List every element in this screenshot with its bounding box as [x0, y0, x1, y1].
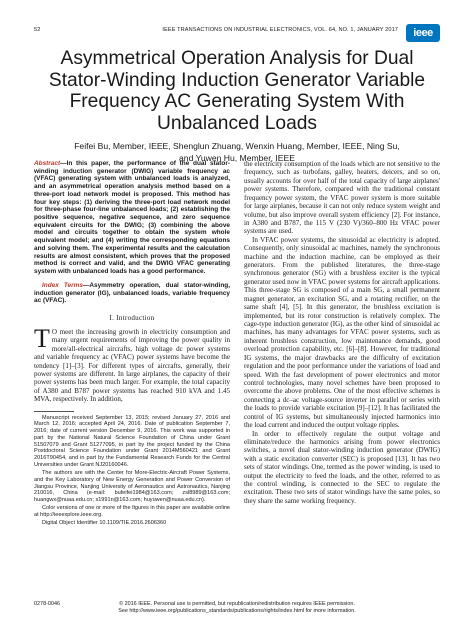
- issn-id: 0278-0046: [34, 601, 61, 607]
- footnote-color-versions: Color versions of one or more of the figures in this paper are available online at http://ieeexplore.ieee.org.: [34, 505, 230, 519]
- ieee-logo: ieee: [406, 24, 440, 42]
- introduction-paragraph: [34, 323, 230, 404]
- journal-header: IEEE TRANSACTIONS ON INDUSTRIAL ELECTRONICS, VOL. 64, NO. 1, JANUARY 2017: [162, 27, 398, 33]
- right-column: [244, 160, 440, 505]
- body-paragraph: In order to effectively regulate the output voltage and eliminate/reduce the harmonics arising from power electronics switches, a novel dual stator-winding induction generator (DWIG) with a static excitation converter (SEC) is proposed [13]. It has two sets of stator windings. One, termed as the power winding, is used to output the electricity to feed the loads, and the other, referred to as the control winding, is connected to the SEC to regulate the excitation. These two sets of stator windings have the same poles, so they share the same working frequency.: [244, 429, 440, 505]
- body-paragraph: the electricity consumption of the loads which are not sensitive to the frequency, such as turbofans, galley, heaters, deicers, and so on, usually accounts for over half of the total capacity of large airplanes' power systems. Therefore, compared with the traditional constant frequency power system, the VFAC power system is more suitable for large airplanes, because it can not only reduce system weight and volume, but also improve overall system efficiency [2]. For instance, in A380 and B787, the 115 V (230 V)/360–800 Hz VFAC power systems are used.: [244, 160, 440, 236]
- abstract-label: Abstract: [34, 160, 61, 167]
- index-terms-label: Index Terms: [42, 281, 83, 289]
- left-column: [34, 160, 230, 529]
- abstract-text: In this paper, the performance of the dual stator-winding induction generator (DWIG) variable frequency ac (VFAC) generating system with unbalanced loads is analyzed, and an asymmetrical operation analysis method based on a three-port load network model is proposed. This method has four key steps: (1) deriving the three-port load network model for three-phase four-line unbalanced loads; (2) establishing the positive sequence, negative sequence, and zero sequence equivalent circuits for the DWIG; (3) combining the above model and circuits together to obtain the system whole equivalent model; and (4) writing the corresponding equations and solving them. The experimental results and the calculation results are almost consistent, which proves that the proposed method is correct and valid, and the DWIG VFAC generating system with unbalanced loads has a good performance.: [34, 160, 230, 276]
- footnote-affiliation: The authors are with the Center for More-Electric-Aircraft Power Systems, and the Key Laboratory of New Energy Generation and Power Conversion of Jiangsu Province, Nanjing University of Aeronautics and Astronautics, Nanjing 210016, China (e-mail: bufeifei1984@163.com; zsl8989@163.com; huangwx@nuaa.edu.cn; s1991n@163.com; huyuwen@nuaa.edu.cn).: [34, 470, 230, 504]
- running-head: [34, 27, 440, 37]
- page-number: 52: [34, 27, 41, 33]
- footnote-divider: [34, 411, 74, 412]
- copyright-notice: [34, 601, 434, 615]
- body-paragraph: In VFAC power systems, the sinusoidal ac electricity is adopted. Consequently, only sinusoidal ac machines, namely the synchronous machine and the induction machine, can be employed as their generators. From the published literatures, the three-stage synchronous generator (SG) with a brushless exciter is the typical generator used now in VFAC power systems for aircraft applications. This three-stage SG is composed of a main SG, a small permanent magnet generator, an excitation SG, and a rotating rectifier, on the same shaft [4], [5]. In this generator, the brushless excitation is implemented, but its rotor construction is relatively complex. The cage-type induction generator (IG), as the other kind of sinusoidal ac machines, has many advantages for VFAC power systems, such as inherent brushless construction, low maintenance demands, good overload protection capability, etc. [6]–[8]. However, for traditional IG systems, the major drawbacks are the difficulty of excitation regulation and the poor performance under the variations of load and speed. With the fast development of power electronics and motor control technologies, many novel schemes have been proposed to overcome the above problems. One of the most effective schemes is connecting a dc–ac voltage-source inverter in parallel or series with the loads to provide variable excitation [9]–[12]. It has facilitated the control of IG systems, but simultaneously injected harmonics into the load current and induced the output voltage ripples.: [244, 235, 440, 430]
- author-line-1: Feifei Bu, Member, IEEE, Shenglun Zhuang, Wenxin Huang, Member, IEEE, Ning Su,: [74, 141, 400, 151]
- author-line-2: and Yuwen Hu, Member, IEEE: [179, 152, 295, 163]
- paper-title: Asymmetrical Operation Analysis for Dual Stator-Winding Induction Generator Variable Frequency AC Generating System With Unbalanced Loads: [48, 48, 426, 134]
- index-terms-dash: —: [82, 281, 90, 289]
- section-heading-introduction: I. Introduction: [109, 313, 155, 322]
- footnote-doi: Digital Object Identifier 10.1109/TIE.2016.2606360: [42, 520, 167, 527]
- copyright-line-1: © 2016 IEEE. Personal use is permitted, but republication/redistribution requires IEEE permission.: [119, 601, 355, 607]
- abstract: [34, 160, 230, 276]
- introduction-text: O meet the increasing growth in electricity consumption and many urgent requirements of improving the power quality in more/all-electrical aircrafts, high voltage dc power systems and variable frequency ac (VFAC) power systems have become the tendency [1]–[3]. For different types of aircrafts, generally, their power systems are different. In large airplanes, the capacity of their power systems has been much larger. For example, the total capacity of A380 and B787 power systems has reached 910 kVA and 1.45 MVA, respectively. In addition,: [34, 327, 230, 404]
- footnote-manuscript: Manuscript received September 13, 2015; revised January 27, 2016 and March 12, 2016; accepted April 24, 2016. Date of publication September 7, 2016; date of current version December 9, 2016. This work was supported in part by the National Natural Science Foundation of China under Grant 51507079 and Grant 51277095, in part by the project funded by the China Postdoctoral Science Foundation under Grant 2014M560421 and Grant 2016T90454, and in part by the Fundamental Research Funds for the Central Universities under Grant NJ20160046.: [34, 414, 230, 468]
- index-terms-text: Asymmetry operation, dual stator-winding, induction generator (IG), unbalanced loads, variable frequency ac (VFAC).: [34, 281, 231, 305]
- index-terms: [34, 282, 230, 305]
- drop-cap: T: [34, 323, 50, 353]
- abstract-dash: —: [60, 160, 67, 167]
- footnotes: [34, 415, 230, 528]
- copyright-line-2: See http://www.ieee.org/publications_standards/publications/rights/index.html for more information.: [118, 607, 356, 614]
